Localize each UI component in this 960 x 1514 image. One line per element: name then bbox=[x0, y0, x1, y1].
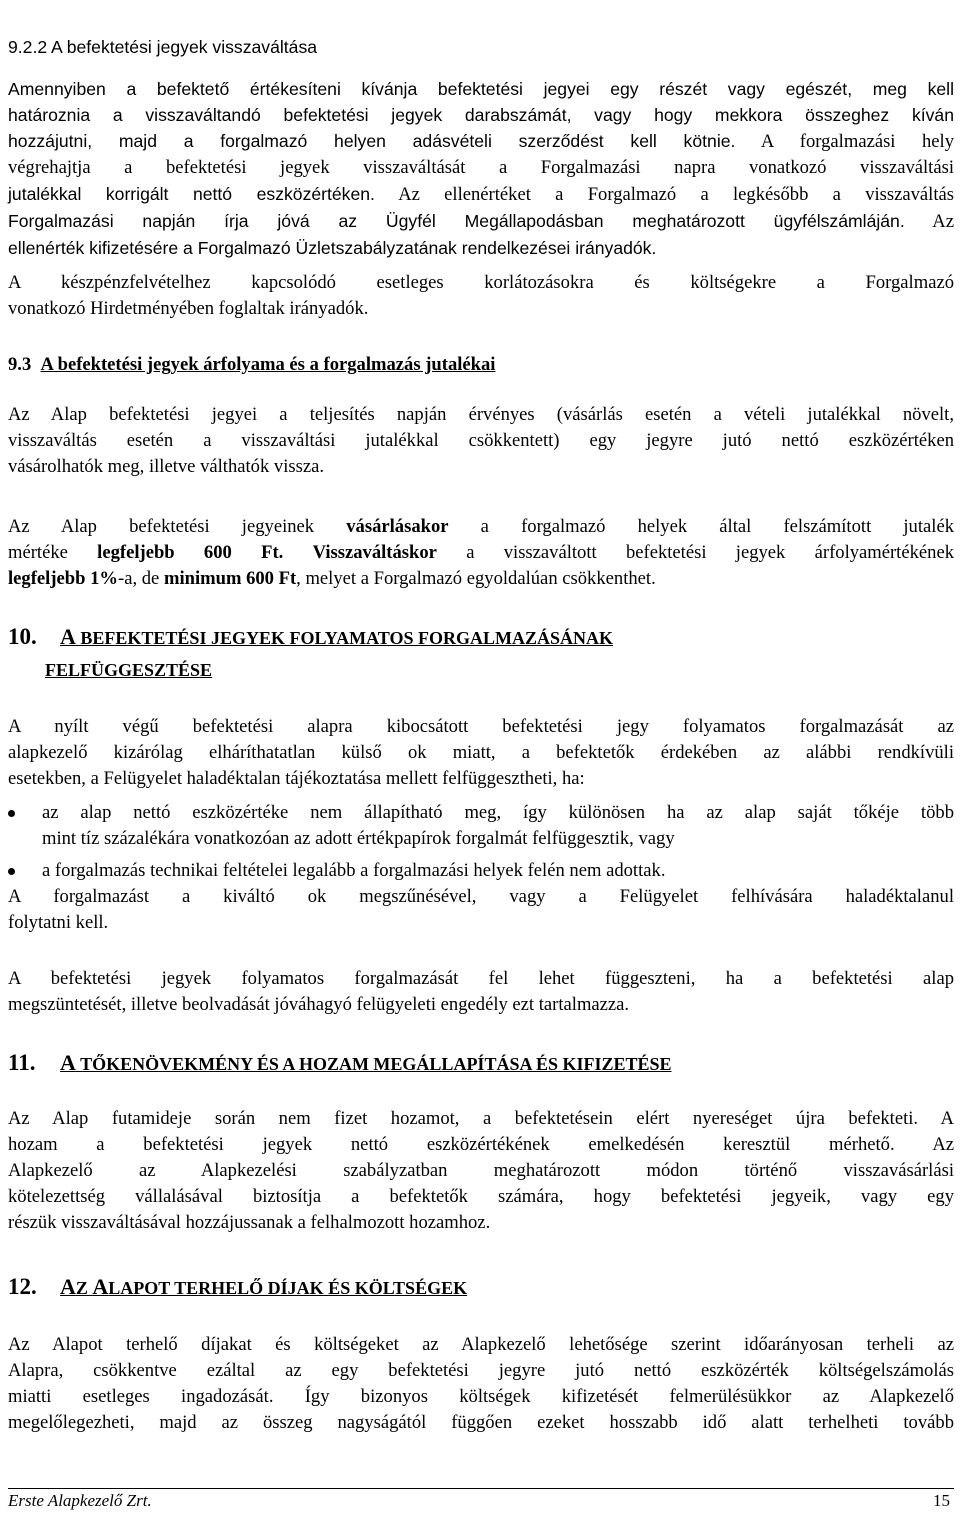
bullet-icon bbox=[8, 810, 15, 817]
list-item bbox=[8, 858, 954, 884]
section-9-2-2-title: 9.2.2 A befektetési jegyek visszaváltása bbox=[8, 37, 318, 57]
text-line: kötelezettség vállalásával biztosítja a befektetők számára, hogy befektetési jegyeik, vagy egy bbox=[8, 1186, 954, 1207]
text-line: jutalékkal korrigált nettó eszközértéken. Az ellenértéket a Forgalmazó a legkésőbb a visszaváltás bbox=[8, 184, 955, 205]
section-9-3-paragraph-2 bbox=[8, 514, 954, 592]
text-line: folytatni kell. bbox=[8, 912, 109, 933]
section-9-2-2-body bbox=[8, 76, 954, 261]
section-9-3-paragraph-1 bbox=[8, 402, 954, 480]
bullet-icon bbox=[8, 868, 15, 875]
section-number: 11. bbox=[8, 1050, 36, 1075]
section-12-paragraph bbox=[8, 1332, 954, 1436]
text-line: Alapkezelő az Alapkezelési szabályzatban meghatározott módon történő visszavásárlási bbox=[8, 1160, 954, 1181]
text-line: mint tíz százalékára vonatkozóan az adott értékpapírok forgalmát felfüggesztik, vagy bbox=[42, 828, 675, 849]
text-line: Az Alapot terhelő díjakat és költségeket az Alapkezelő lehetősége szerint időarányosan terheli az bbox=[8, 1334, 954, 1355]
text-line: A befektetési jegyek folyamatos forgalmazását fel lehet függeszteni, ha a befektetési alap bbox=[8, 968, 954, 989]
section-10-paragraph-2 bbox=[8, 884, 954, 936]
text-line: miatti esetleges ingadozását. Így bizonyos költségek kifizetését felmerülésükkor az Alapkezelő bbox=[8, 1386, 954, 1407]
text-line: hozzájutni, majd a forgalmazó helyen adásvételi szerződést kell kötnie. A forgalmazási hely bbox=[8, 131, 954, 152]
section-title: A BEFEKTETÉSI JEGYEK FOLYAMATOS FORGALMAZÁSÁNAK bbox=[60, 624, 613, 649]
text-line: legfeljebb 1%-a, de minimum 600 Ft, melyet a Forgalmazó egyoldalúan csökkenthet. bbox=[8, 568, 656, 589]
section-9-2-2-heading bbox=[8, 34, 954, 60]
text-line: megszüntetését, illetve beolvadását jóváhagyó felügyeleti engedély ezt tartalmazza. bbox=[8, 994, 630, 1015]
section-10-paragraph-1 bbox=[8, 714, 954, 792]
text-line: Az Alap futamideje során nem fizet hozamot, a befektetésein elért nyereséget újra befekteti. A bbox=[8, 1108, 954, 1129]
text-line: alapkezelő kizárólag elháríthatatlan külső ok miatt, a befektetők érdekében az alábbi rendkívüli bbox=[8, 742, 954, 763]
section-number: 12. bbox=[8, 1274, 37, 1299]
text-line: ellenérték kifizetésére a Forgalmazó Üzletszabályzatának rendelkezései irányadók. bbox=[8, 238, 657, 258]
section-title: A befektetési jegyek árfolyama és a forgalmazás jutalékai bbox=[40, 354, 496, 375]
section-9-2-2-note bbox=[8, 270, 954, 322]
text-line: A nyílt végű befektetési alapra kibocsátott befektetési jegy folyamatos forgalmazását az bbox=[8, 716, 954, 737]
text-line: visszaváltás esetén a visszaváltási jutalékkal csökkentett) egy jegyre jutó nettó eszközértéken bbox=[8, 430, 954, 451]
text-line: Az Alap befektetési jegyeinek vásárlásakor a forgalmazó helyek által felszámított jutalék bbox=[8, 516, 954, 537]
section-12-heading bbox=[8, 1274, 954, 1301]
section-title: AZ ALAPOT TERHELŐ DÍJAK ÉS KÖLTSÉGEK bbox=[60, 1274, 468, 1299]
section-11-heading bbox=[8, 1050, 954, 1077]
text-line: Forgalmazási napján írja jóvá az Ügyfél Megállapodásban meghatározott ügyfélszámláján. Az bbox=[8, 211, 954, 232]
section-11-paragraph bbox=[8, 1106, 954, 1236]
text-line: az alap nettó eszközértéke nem állapítható meg, így különösen ha az alap saját tőkéje több bbox=[42, 802, 954, 823]
text-line: vonatkozó Hirdetményében foglaltak irányadók. bbox=[8, 298, 369, 319]
text-line: vásárolhatók meg, illetve válthatók vissza. bbox=[8, 456, 325, 477]
section-title: A TŐKENÖVEKMÉNY ÉS A HOZAM MEGÁLLAPÍTÁSA ÉS KIFIZETÉSE bbox=[60, 1050, 672, 1075]
text-line: A készpénzfelvételhez kapcsolódó esetleges korlátozásokra és költségekre a Forgalmazó bbox=[8, 272, 954, 293]
document-page bbox=[8, 0, 954, 1514]
suspension-conditions-list bbox=[8, 800, 954, 884]
text-line: Alapra, csökkentve ezáltal az egy befektetési jegyre jutó nettó eszközérték költségelszámolás bbox=[8, 1360, 954, 1381]
section-title-continued: FELFÜGGESZTÉSE bbox=[45, 660, 213, 680]
text-line: határoznia a visszaváltandó befektetési jegyek darabszámát, vagy hogy mekkora összeghez kíván bbox=[8, 105, 954, 125]
footer-divider bbox=[8, 1488, 954, 1489]
page-number: 15 bbox=[933, 1491, 950, 1510]
text-line: esetekben, a Felügyelet haladéktalan tájékoztatása mellett felfüggesztheti, ha: bbox=[8, 768, 585, 789]
text-line: hozam a befektetési jegyek nettó eszközértékének emelkedésén keresztül mérhető. Az bbox=[8, 1134, 954, 1155]
text-line: végrehajtja a befektetési jegyek visszaváltását a Forgalmazási napra vonatkozó visszaváltási bbox=[8, 157, 954, 178]
section-number: 10. bbox=[8, 624, 37, 649]
text-line: A forgalmazást a kiváltó ok megszűnésével, vagy a Felügyelet felhívására haladéktalanul bbox=[8, 886, 954, 907]
text-line: Amennyiben a befektető értékesíteni kívánja befektetési jegyei egy részét vagy egészét, meg kell bbox=[8, 79, 954, 99]
text-line: Az Alap befektetési jegyei a teljesítés napján érvényes (vásárlás esetén a vételi jutalékkal növelt, bbox=[8, 404, 954, 425]
section-9-3-heading bbox=[8, 352, 954, 378]
text-line: megelőlegezheti, majd az összeg nagyságától függően ezeket hosszabb idő alatt terhelheti tovább bbox=[8, 1412, 954, 1433]
text-line: mértéke legfeljebb 600 Ft. Visszaváltáskor a visszaváltott befektetési jegyek árfolyamértékének bbox=[8, 542, 955, 563]
text-line: a forgalmazás technikai feltételei legalább a forgalmazási helyek felén nem adottak. bbox=[42, 860, 666, 881]
section-number: 9.3 bbox=[8, 354, 32, 375]
list-item bbox=[8, 800, 954, 852]
footer-company: Erste Alapkezelő Zrt. bbox=[8, 1491, 152, 1510]
section-10-paragraph-3 bbox=[8, 966, 954, 1018]
text-line: részük visszaváltásával hozzájussanak a felhalmozott hozamhoz. bbox=[8, 1212, 491, 1233]
section-10-heading bbox=[8, 624, 954, 683]
